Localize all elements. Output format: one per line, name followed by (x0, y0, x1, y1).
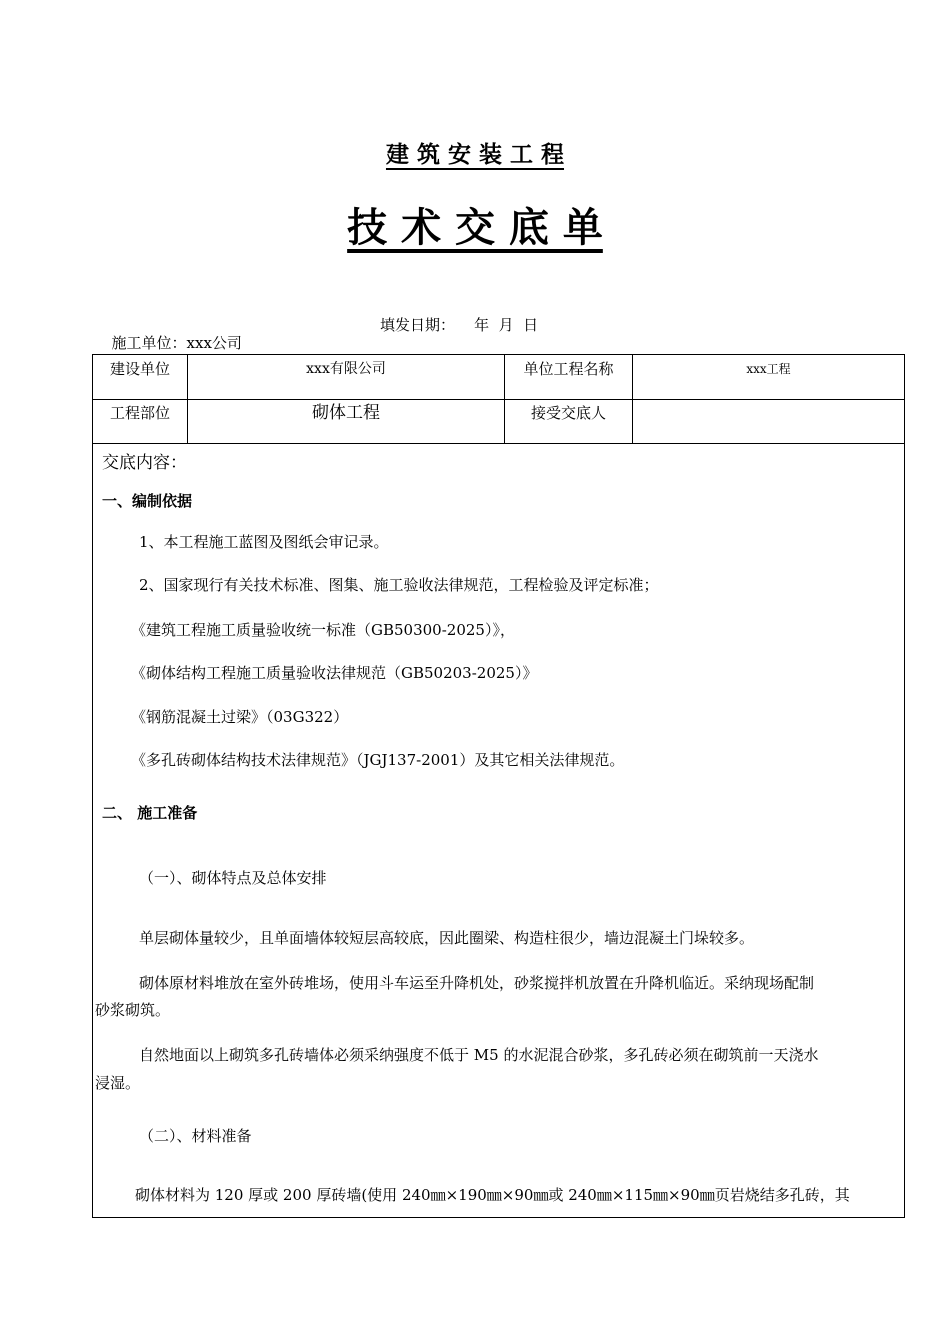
value-owner: xxx有限公司 (188, 355, 505, 399)
value-receiver (633, 399, 904, 443)
table-row-2 (93, 399, 904, 444)
subsection2-heading: （二）、材料准备 (139, 1127, 252, 1145)
section1-heading: 一、编制依据 (102, 492, 193, 510)
standard-3: 《钢筋混凝土过梁》（03G322） (131, 708, 349, 726)
label-project-part: 工程部位 (93, 399, 188, 443)
standard-1: 《建筑工程施工质量验收统一标准（GB50300-2025）》， (131, 621, 515, 639)
document-title-line2 (0, 196, 950, 253)
label-owner: 建设单位 (93, 355, 188, 399)
issue-date: 填发日期： 年 月 日 (380, 316, 539, 334)
standard-4: 《多孔砖砌体结构技术法律规范》（JGJ137-2001）及其它相关法律规范。 (131, 751, 625, 769)
construction-unit: 施工单位：xxx公司 (111, 334, 242, 352)
table-row-1 (93, 355, 904, 400)
content-label: 交底内容： (102, 453, 187, 473)
basis-item-2: 2、国家现行有关技术标准、图集、施工验收法律规范，工程检验及评定标准； (139, 576, 659, 594)
subsection1-heading: （一）、砌体特点及总体安排 (139, 869, 327, 887)
section2-heading: 二、 施工准备 (102, 804, 198, 822)
value-project-name: xxx工程 (746, 362, 791, 376)
basis-item-1: 1、本工程施工蓝图及图纸会审记录。 (139, 533, 389, 551)
paragraph-4: 砌体材料为 120 厚或 200 厚砖墙(使用 240㎜×190㎜×90㎜或 240㎜×115㎜×90㎜页岩烧结多孔砖，其 (135, 1186, 850, 1204)
document-title-line1 (0, 136, 950, 169)
standard-2: 《砌体结构工程施工质量验收法律规范（GB50203-2025）》 (131, 664, 538, 682)
paragraph-3-line-1: 自然地面以上砌筑多孔砖墙体必须采纳强度不低于 M5 的水泥混合砂浆，多孔砖必须在砌筑前一天浇水 (139, 1046, 819, 1064)
paragraph-1: 单层砌体量较少，且单面墙体较短层高较底，因此圈梁、构造柱很少，墙边混凝土门垛较多。 (139, 929, 755, 947)
label-project-name: 单位工程名称 (505, 355, 633, 399)
label-receiver: 接受交底人 (505, 399, 633, 443)
title-line2-text: 技 术 交 底 单 (347, 204, 603, 251)
paragraph-2-line-2: 砂浆砌筑。 (95, 1001, 171, 1019)
disclosure-form (92, 354, 905, 1218)
paragraph-3-line-2: 浸湿。 (95, 1074, 141, 1092)
title-line1-text: 建 筑 安 装 工 程 (385, 141, 565, 168)
value-project-part: 砌体工程 (188, 399, 505, 443)
paragraph-2-line-1: 砌体原材料堆放在室外砖堆场，使用斗车运至升降机处，砂浆搅拌机放置在升降机临近。采纳现场配制 (139, 974, 815, 992)
